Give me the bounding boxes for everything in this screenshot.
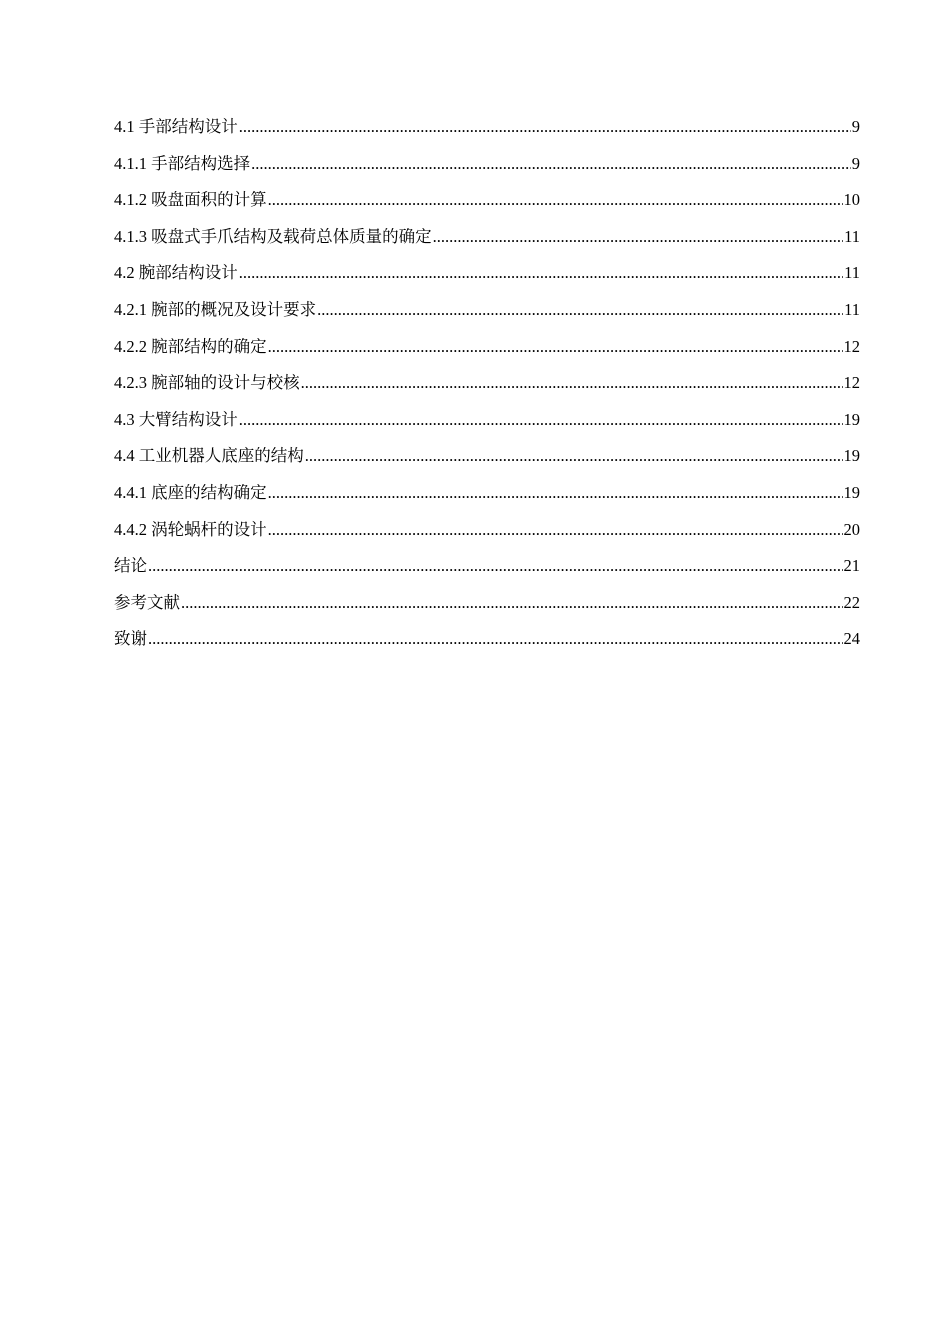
toc-entry-title: 4.2 腕部结构设计 xyxy=(114,263,238,283)
toc-entry-title: 4.4 工业机器人底座的结构 xyxy=(114,446,304,466)
toc-entry-title: 4.2.3 腕部轴的设计与校核 xyxy=(114,373,300,393)
toc-entry-title: 4.1.2 吸盘面积的计算 xyxy=(114,190,267,210)
toc-entry[interactable] xyxy=(114,552,860,589)
toc-entry[interactable] xyxy=(114,479,860,516)
toc-entry[interactable] xyxy=(114,296,860,333)
table-of-contents xyxy=(114,113,860,662)
toc-entry[interactable] xyxy=(114,369,860,406)
toc-entry-page: 10 xyxy=(843,190,860,210)
toc-leader-dots xyxy=(148,552,843,580)
toc-entry-page: 11 xyxy=(844,263,860,283)
toc-entry-page: 9 xyxy=(851,117,860,136)
toc-entry-page: 24 xyxy=(843,629,860,649)
toc-entry-title: 4.1.1 手部结构选择 xyxy=(114,153,251,173)
toc-entry-page: 11 xyxy=(844,226,860,246)
toc-leader-dots xyxy=(268,516,843,544)
toc-entry[interactable] xyxy=(114,333,860,370)
toc-entry-page: 21 xyxy=(843,556,860,576)
toc-leader-dots xyxy=(268,186,843,214)
toc-entry-page: 12 xyxy=(843,336,860,356)
toc-entry-page: 20 xyxy=(843,519,860,539)
toc-entry[interactable] xyxy=(114,406,860,443)
toc-entry-title: 结论 xyxy=(114,556,147,576)
toc-entry-page: 19 xyxy=(843,482,860,502)
toc-leader-dots xyxy=(268,479,843,507)
toc-entry-page: 19 xyxy=(843,409,860,429)
toc-entry[interactable] xyxy=(114,150,860,187)
toc-leader-dots xyxy=(301,369,843,397)
toc-entry[interactable] xyxy=(114,625,860,662)
toc-leader-dots xyxy=(305,442,843,470)
toc-leader-dots xyxy=(251,150,851,178)
toc-leader-dots xyxy=(239,259,843,287)
toc-entry-title: 4.1.3 吸盘式手爪结构及载荷总体质量的确定 xyxy=(114,226,432,246)
toc-entry[interactable] xyxy=(114,259,860,296)
toc-leader-dots xyxy=(148,625,843,653)
toc-entry-page: 22 xyxy=(843,592,860,612)
toc-entry-page: 12 xyxy=(843,373,860,393)
toc-leader-dots xyxy=(181,589,843,617)
toc-entry[interactable] xyxy=(114,113,860,150)
toc-entry-title: 4.4.2 涡轮蜗杆的设计 xyxy=(114,519,267,539)
toc-leader-dots xyxy=(239,113,851,141)
toc-leader-dots xyxy=(239,406,843,434)
toc-entry-title: 4.4.1 底座的结构确定 xyxy=(114,482,267,502)
toc-entry[interactable] xyxy=(114,223,860,260)
toc-entry-page: 19 xyxy=(843,446,860,466)
toc-entry-title: 4.1 手部结构设计 xyxy=(114,117,238,136)
toc-entry-title: 4.3 大臂结构设计 xyxy=(114,409,238,429)
toc-entry[interactable] xyxy=(114,516,860,553)
toc-entry-page: 9 xyxy=(851,153,860,173)
toc-leader-dots xyxy=(433,223,843,251)
toc-entry[interactable] xyxy=(114,442,860,479)
toc-entry-title: 致谢 xyxy=(114,629,147,649)
toc-entry-page: 11 xyxy=(844,299,860,319)
toc-leader-dots xyxy=(268,333,843,361)
toc-entry-title: 4.2.1 腕部的概况及设计要求 xyxy=(114,299,317,319)
toc-leader-dots xyxy=(317,296,843,324)
toc-entry[interactable] xyxy=(114,186,860,223)
toc-entry-title: 参考文献 xyxy=(114,592,180,612)
toc-entry-title: 4.2.2 腕部结构的确定 xyxy=(114,336,267,356)
toc-entry[interactable] xyxy=(114,589,860,626)
